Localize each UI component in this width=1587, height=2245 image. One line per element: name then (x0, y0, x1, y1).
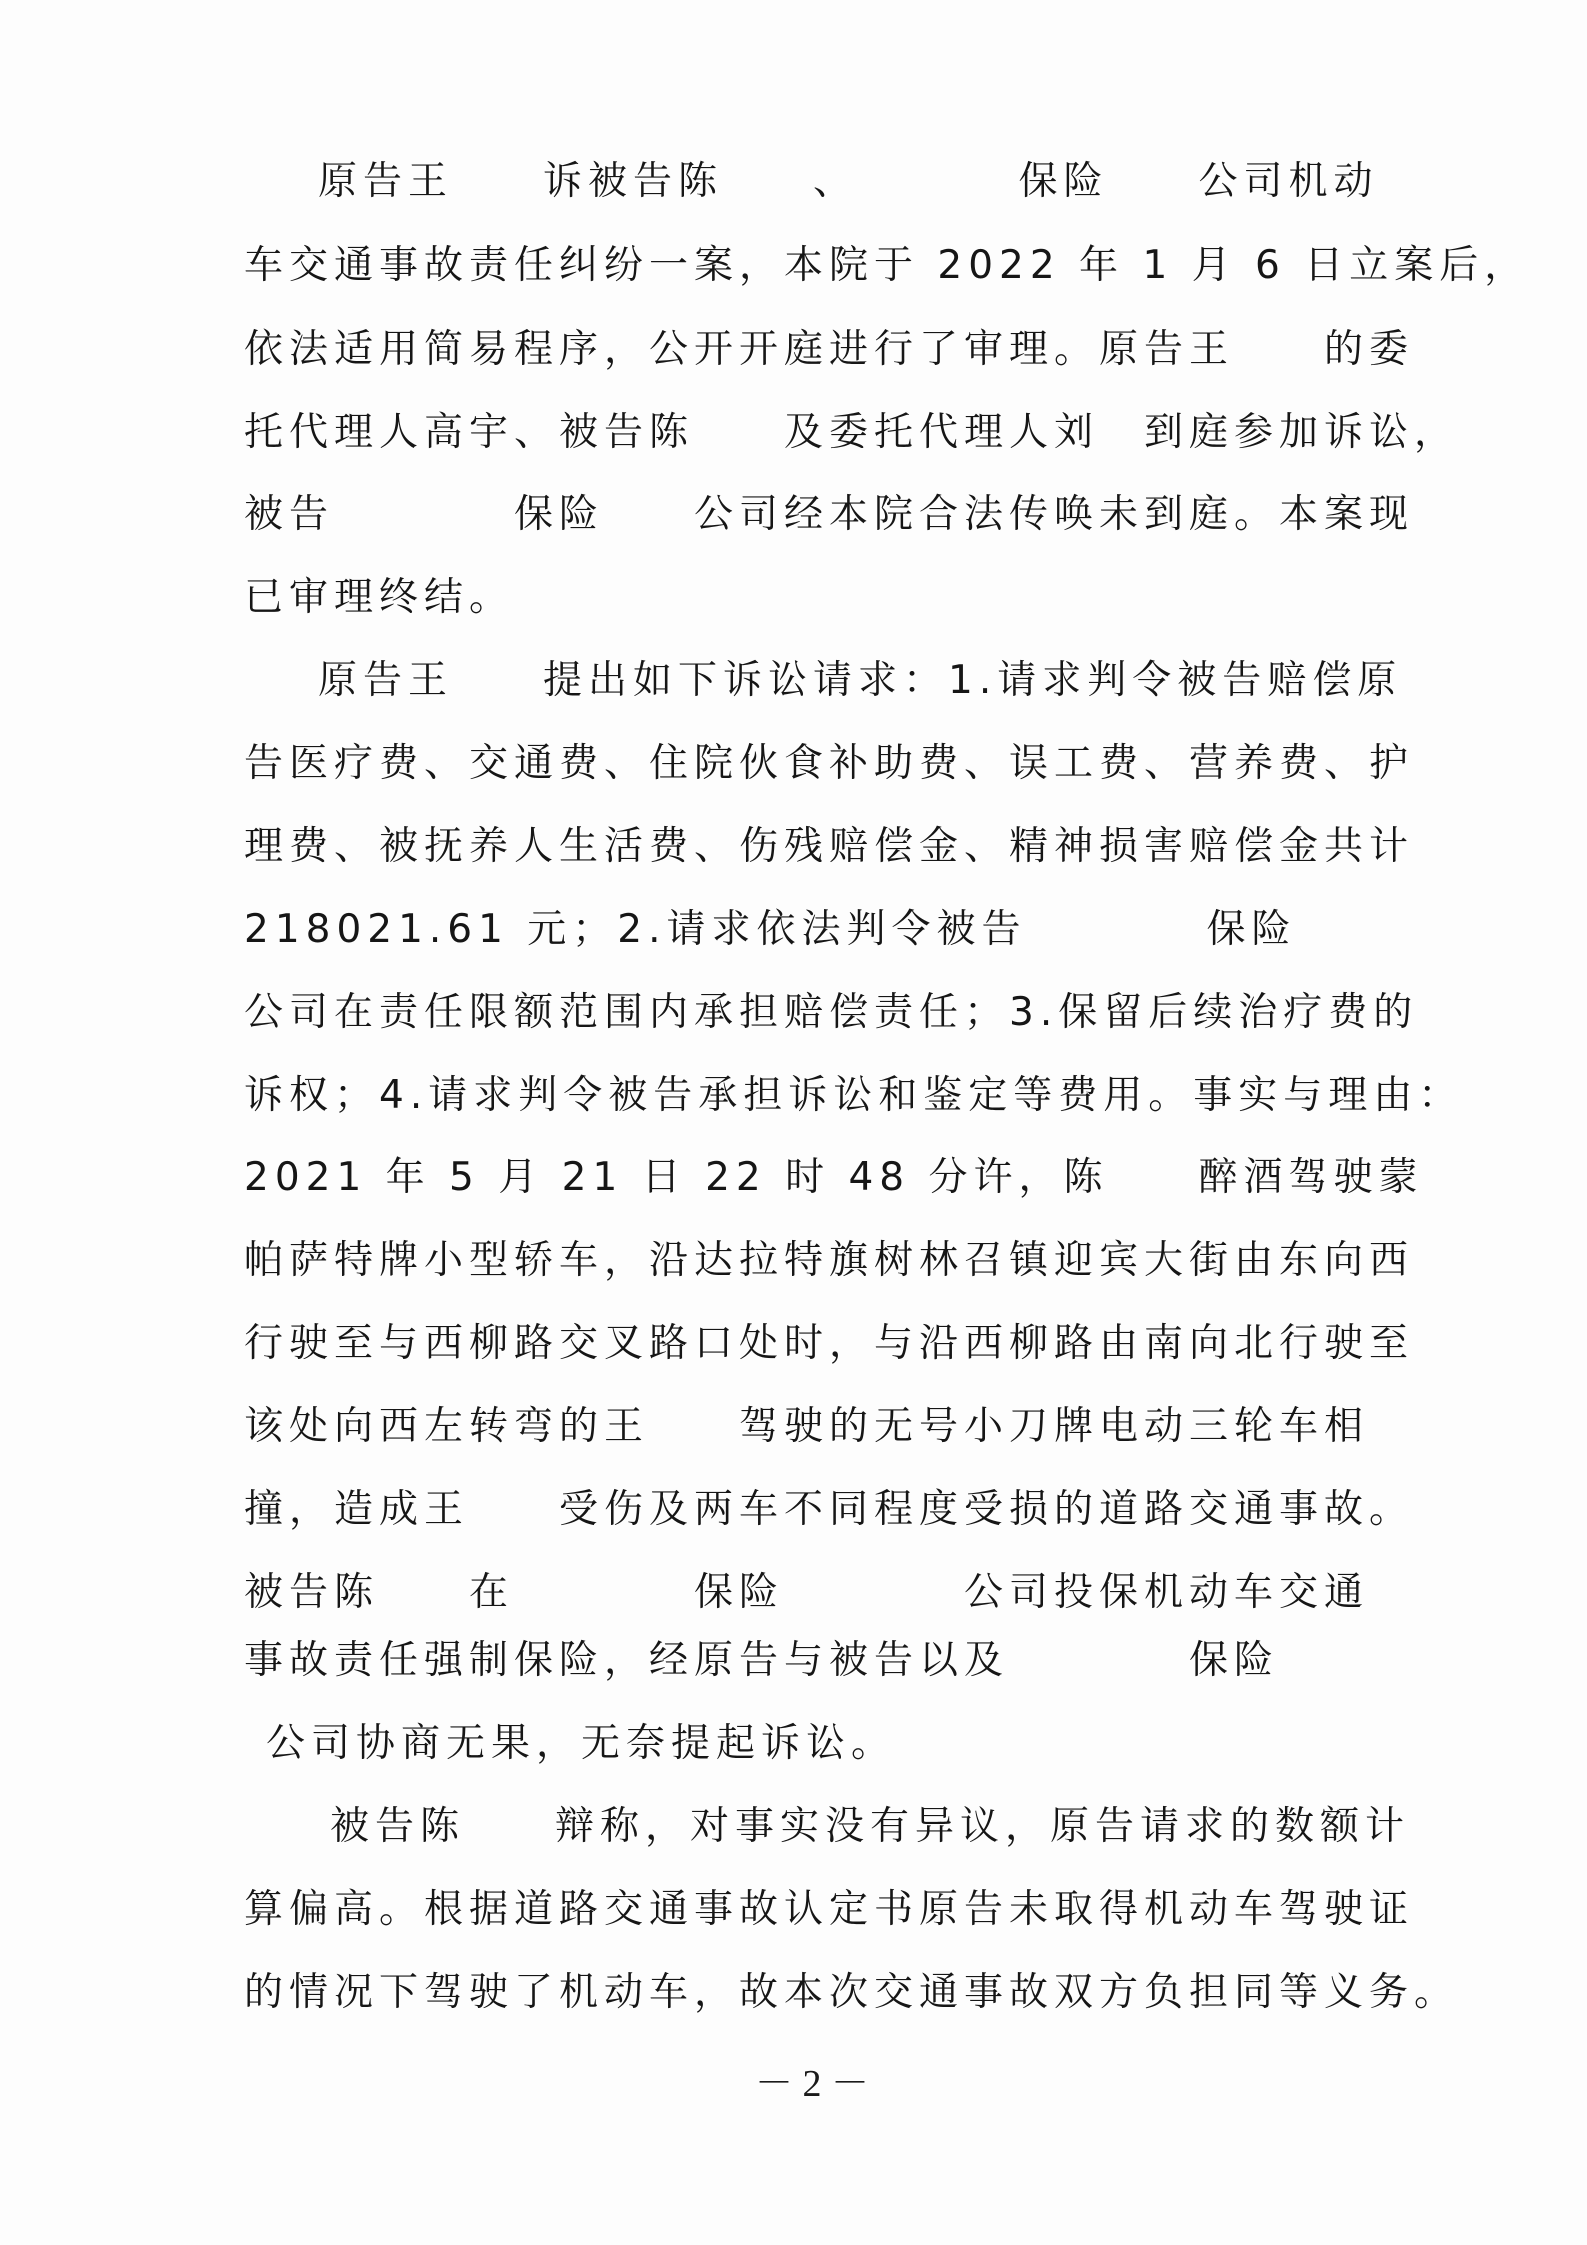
text-line: 该处向西左转弯的王 驾驶的无号小刀牌电动三轮车相 (244, 1404, 1370, 1449)
text-line: 公司协商无果，无奈提起诉讼。 (266, 1721, 897, 1766)
text-line: 被告陈 辩称，对事实没有异议，原告请求的数额计 (330, 1804, 1411, 1849)
text-line: 事故责任强制保险，经原告与被告以及 保险 (244, 1638, 1280, 1683)
text-line: 行驶至与西柳路交叉路口处时，与沿西柳路由南向北行驶至 (244, 1321, 1415, 1366)
text-line: 诉权；4.请求判令被告承担诉讼和鉴定等费用。事实与理由： (244, 1073, 1464, 1118)
text-line: 被告陈 在 保险 公司投保机动车交通 (244, 1570, 1370, 1615)
text-line: 被告 保险 公司经本院合法传唤未到庭。本案现 (244, 492, 1415, 537)
text-line: 2021 年 5 月 21 日 22 时 48 分许，陈 醉酒驾驶蒙 (244, 1155, 1424, 1200)
text-line: 218021.61 元；2.请求依法判令被告 保险 (244, 907, 1297, 952)
text-line: 的情况下驾驶了机动车，故本次交通事故双方负担同等义务。 (244, 1970, 1460, 2015)
text-line: 理费、被抚养人生活费、伤残赔偿金、精神损害赔偿金共计 (244, 824, 1415, 869)
text-line: 依法适用简易程序，公开开庭进行了审理。原告王 的委 (244, 327, 1415, 372)
text-line: 已审理终结。 (244, 575, 515, 620)
text-line: 算偏高。根据道路交通事故认定书原告未取得机动车驾驶证 (244, 1887, 1415, 1932)
page-number: － 2 － (755, 2063, 870, 2105)
text-line: 原告王 提出如下诉讼请求：1.请求判令被告赔偿原 (318, 658, 1403, 703)
text-line: 托代理人高宇、被告陈 及委托代理人刘 到庭参加诉讼， (244, 410, 1460, 455)
text-line: 原告王 诉被告陈 、 保险 公司机动 (318, 159, 1379, 204)
text-line: 帕萨特牌小型轿车，沿达拉特旗树林召镇迎宾大街由东向西 (244, 1238, 1415, 1283)
text-line: 车交通事故责任纠纷一案，本院于 2022 年 1 月 6 日立案后， (244, 243, 1530, 288)
text-line: 公司在责任限额范围内承担赔偿责任；3.保留后续治疗费的 (244, 990, 1419, 1035)
text-line: 告医疗费、交通费、住院伙食补助费、误工费、营养费、护 (244, 741, 1415, 786)
text-line: 撞，造成王 受伤及两车不同程度受损的道路交通事故。 (244, 1487, 1415, 1532)
